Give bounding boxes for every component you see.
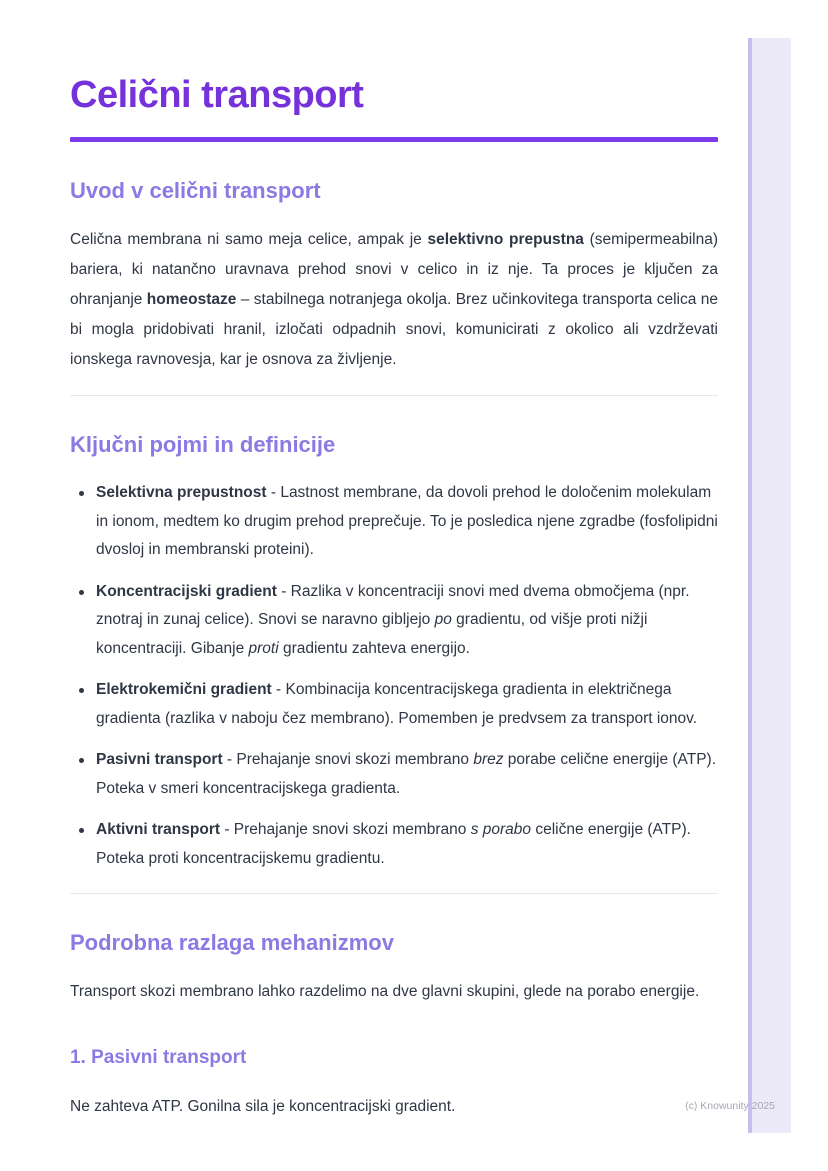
text-segment: proti xyxy=(248,639,279,657)
definitions-list xyxy=(70,479,718,873)
text-segment: Selektivna prepustnost xyxy=(96,484,267,501)
text-segment: - Razlika v koncentraciji snovi med dvema območjema (npr. znotraj in zunaj celice). Snovi se naravno gibljejo xyxy=(96,582,690,628)
list-item xyxy=(70,479,718,565)
text-segment: gradientu, od višje proti nižji koncentraciji. Gibanje xyxy=(96,611,648,657)
page-edge-strip xyxy=(748,38,791,1133)
copyright-credit: (c) Knowunity 2025 xyxy=(685,1100,775,1112)
passive-paragraph: Ne zahteva ATP. Gonilna sila je koncentracijski gradient. xyxy=(70,1098,456,1115)
text-segment: brez xyxy=(473,751,504,768)
list-item xyxy=(70,578,718,664)
section-heading-intro: Uvod v celični transport xyxy=(70,178,321,203)
text-segment: po xyxy=(434,611,452,628)
section-divider xyxy=(70,395,718,396)
section-heading-terms: Ključni pojmi in definicije xyxy=(70,432,336,457)
title-rule xyxy=(70,137,718,142)
section-heading-mechanisms: Podrobna razlaga mehanizmov xyxy=(70,930,394,955)
document-page xyxy=(70,0,718,1121)
text-segment: – stabilnega notranjega okolja. Brez učinkovitega transporta celica ne bi mogla pridobivati hranil, izločati odpadnih snovi, komunicirati z okolico ali vzdrževati ionskega ravnovesja, kar je osnova za življenje. xyxy=(70,291,719,368)
text-segment: homeostaze xyxy=(146,291,237,308)
text-segment: gradientu zahteva energijo. xyxy=(278,639,470,657)
text-segment: Koncentracijski gradient xyxy=(96,582,277,600)
text-segment: porabe celične energije (ATP). Poteka v smeri koncentracijskega gradienta. xyxy=(96,751,716,797)
text-segment: - Lastnost membrane, da dovoli prehod le določenim molekulam in ionom, medtem ko drugim prehod preprečuje. To je posledica njene zgradbe (fosfolipidni dvosloj in membranski proteini). xyxy=(96,484,718,558)
page-title: Celični transport xyxy=(70,74,364,116)
section-divider xyxy=(70,893,718,894)
text-segment: - Kombinacija koncentracijskega gradienta in električnega gradienta (razlika v naboju čez membrano). Pomemben je predvsem za transport ionov. xyxy=(96,681,698,727)
text-segment: - Prehajanje snovi skozi membrano xyxy=(220,821,471,838)
text-segment: Celična membrana ni samo meja celice, ampak je xyxy=(70,231,428,248)
text-segment: Aktivni transport xyxy=(96,821,221,838)
subsection-heading-passive: 1. Pasivni transport xyxy=(70,1047,247,1068)
text-segment: celične energije (ATP). Poteka proti koncentracijskemu gradientu. xyxy=(96,821,691,867)
intro-paragraph xyxy=(70,225,718,375)
text-segment: Elektrokemični gradient xyxy=(96,681,272,698)
list-item xyxy=(70,816,718,873)
list-item xyxy=(70,676,718,733)
text-segment: s porabo xyxy=(470,821,532,838)
text-segment: selektivno prepustna xyxy=(427,231,584,248)
text-segment: (semipermeabilna) bariera, ki natančno uravnava prehod snovi v celico in iz nje. Ta proces je ključen za ohranjanje xyxy=(70,231,718,308)
list-item xyxy=(70,746,718,803)
text-segment: - Prehajanje snovi skozi membrano xyxy=(222,751,474,768)
text-segment: Pasivni transport xyxy=(96,751,223,768)
mechanisms-paragraph: Transport skozi membrano lahko razdelimo na dve glavni skupini, glede na porabo energije. xyxy=(70,983,700,1000)
